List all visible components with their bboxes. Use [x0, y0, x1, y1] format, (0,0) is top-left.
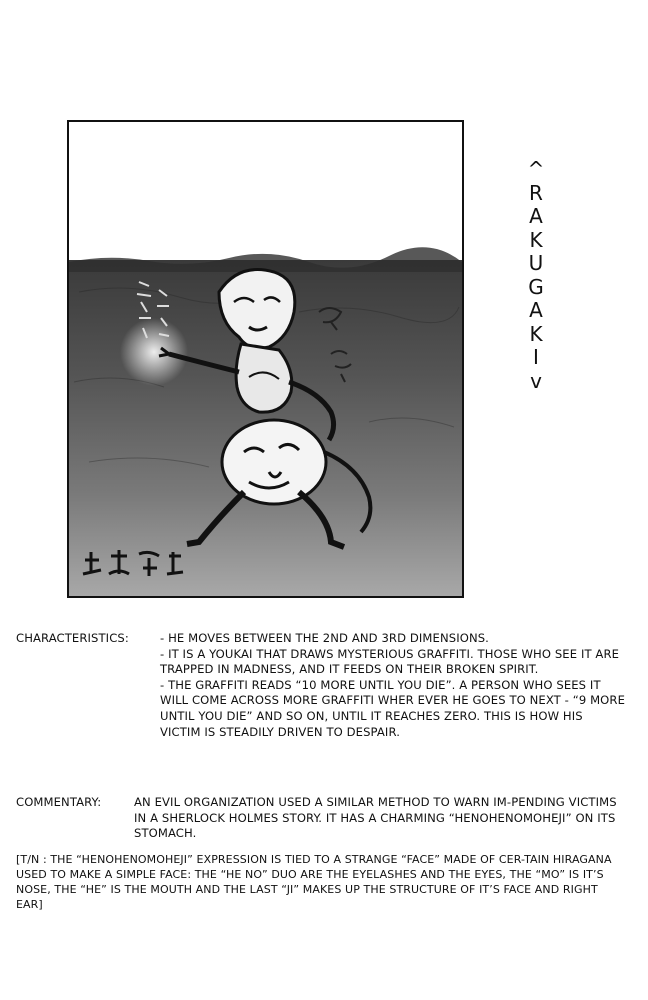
characteristic-item: - IT IS A YOUKAI THAT DRAWS MYSTERIOUS GRAFFITI. THOSE WHO SEE IT ARE TRAPPED IN MADNESS, AND IT FEEDS ON THEIR BROKEN SPIRIT. — [160, 646, 620, 677]
title-letter-k2: K — [529, 321, 543, 346]
characteristics-label: CHARACTERISTICS: — [16, 631, 129, 645]
characteristics-section — [16, 631, 626, 740]
translator-note: [T/N : THE “HENOHENOMOHEJI” EXPRESSION IS TIED TO A STRANGE “FACE” MADE OF CER-TAIN HIRAGANA USED TO MAKE A SIMPLE FACE: THE “HE NO” DUO ARE THE EYELASHES AND THE EYES, THE “MO” IS IT’S NOSE, THE “HE” IS THE MOUTH AND THE LAST “JI” MAKES UP THE STRUCTURE OF IT’S FACE AND RIGHT EAR] — [16, 853, 612, 911]
rakugaki-illustration — [69, 122, 462, 596]
lantern-glow — [120, 318, 188, 386]
title-letter-a1: A — [529, 204, 543, 228]
vertical-title — [518, 158, 554, 393]
commentary-section — [16, 795, 626, 842]
title-caret-top: ^ — [527, 157, 545, 181]
title-caret-bottom: v — [530, 368, 542, 393]
commentary-text: AN EVIL ORGANIZATION USED A SIMILAR METHOD TO WARN IM-PENDING VICTIMS IN A SHERLOCK HOLMES STORY. IT HAS A CHARMING “HENOHENOMOHEJI” ON ITS STOMACH. — [134, 795, 617, 841]
title-letter-r: R — [529, 180, 543, 205]
title-letter-i: I — [533, 345, 539, 369]
title-letter-g: G — [528, 274, 544, 299]
title-letter-k1: K — [529, 227, 543, 252]
characteristic-item: - THE GRAFFITI READS “10 MORE UNTIL YOU DIE”. A PERSON WHO SEES IT WILL COME ACROSS MORE GRAFFITI WHER EVER HE GOES TO NEXT - “9 MORE UNTIL YOU DIE” AND SO ON, UNTIL IT REACHES ZERO. THIS IS HOW HIS VICTIM IS STEADILY DRIVEN TO DESPAIR. — [160, 677, 625, 739]
characteristic-item: - HE MOVES BETWEEN THE 2ND AND 3RD DIMENSIONS. — [160, 631, 489, 645]
title-letter-u: U — [528, 251, 544, 275]
title-letter-a2: A — [529, 298, 543, 322]
illustration-panel — [67, 120, 464, 598]
commentary-label: COMMENTARY: — [16, 795, 102, 809]
